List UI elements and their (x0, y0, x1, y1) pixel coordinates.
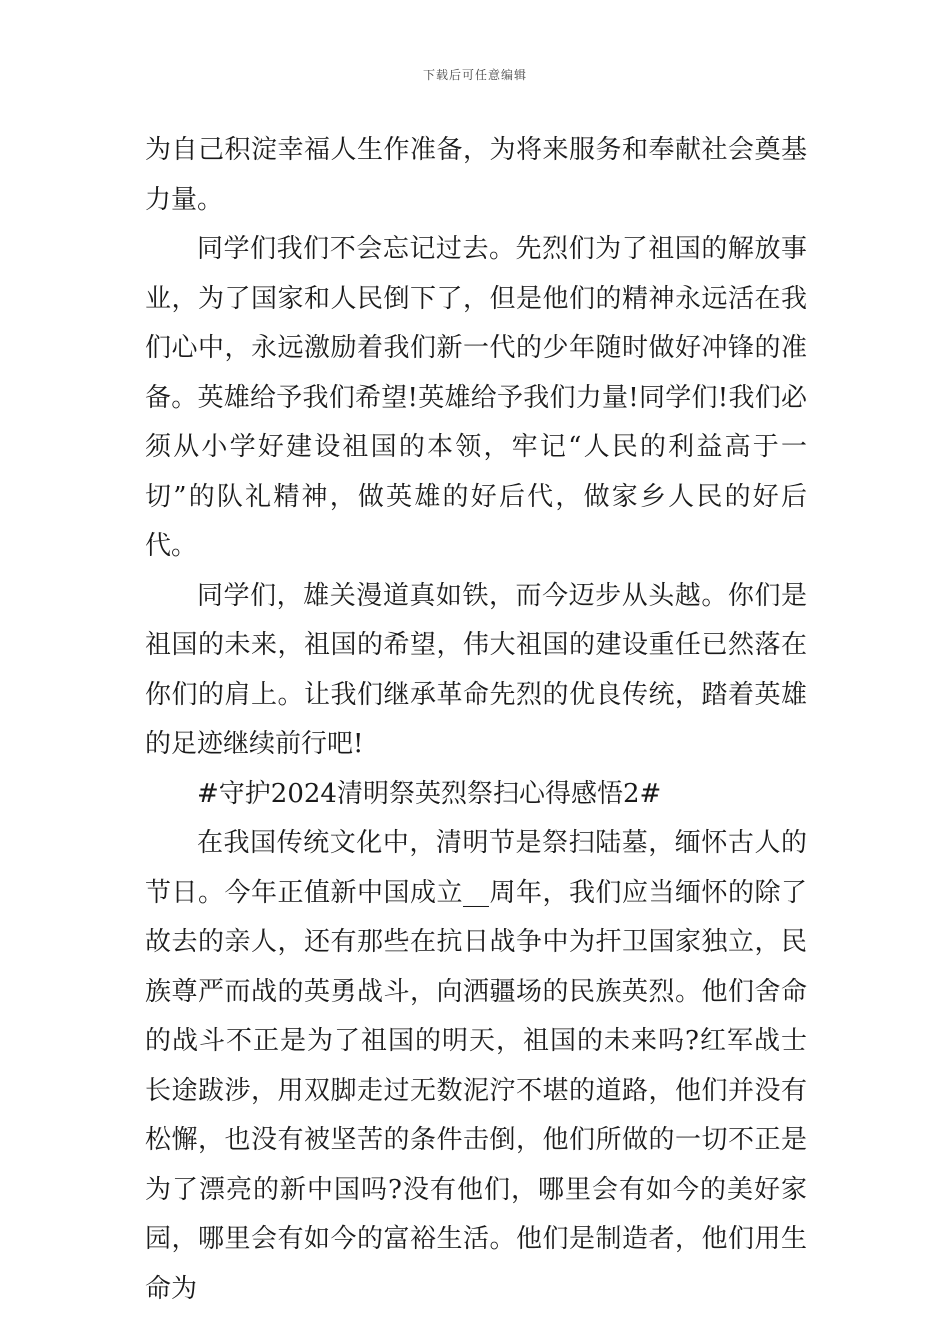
paragraph-continuation: 为自己积淀幸福人生作准备，为将来服务和奉献社会奠基力量。 (145, 135, 807, 215)
paragraph-qingming-tradition: 在我国传统文化中，清明节是祭扫陆墓，缅怀古人的节日。今年正值新中国成立__周年，我们应当缅怀的除了故去的亲人，还有那些在抗日战争中为扞卫国家独立，民族尊严而战的英勇战斗，向洒疆场的民族英烈。他们舍命的战斗不正是为了祖国的明天，祖国的未来吗?红军战士长途跋涉，用双脚走过无数泥泞不堪的道路，他们并没有松懈，也没有被坚苦的条件击倒，他们所做的一切不正是为了漂亮的新中国吗?没有他们，哪里会有如今的美好家园，哪里会有如今的富裕生活。他们是制造者，他们用生命为 (145, 828, 807, 1304)
paragraph-future-of-motherland: 同学们，雄关漫道真如铁，而今迈步从头越。你们是祖国的未来，祖国的希望，伟大祖国的建设重任已然落在你们的肩上。让我们继承革命先烈的优良传统，踏着英雄的足迹继续前行吧! (145, 580, 807, 759)
document-body (145, 126, 807, 1314)
page-header-note: 下载后可任意编辑 (422, 68, 527, 82)
paragraph-martyrs-spirit: 同学们我们不会忘记过去。先烈们为了祖国的解放事业，为了国家和人民倒下了，但是他们的精神永远活在我们心中，永远激励着我们新一代的少年随时做好冲锋的准备。英雄给予我们希望!英雄给予我们力量!同学们!我们必须从小学好建设祖国的本领，牢记“人民的利益高于一切”的队礼精神，做英雄的好后代，做家乡人民的好后代。 (145, 234, 807, 561)
section-heading: #守护2024清明祭英烈祭扫心得感悟2# (197, 778, 662, 809)
